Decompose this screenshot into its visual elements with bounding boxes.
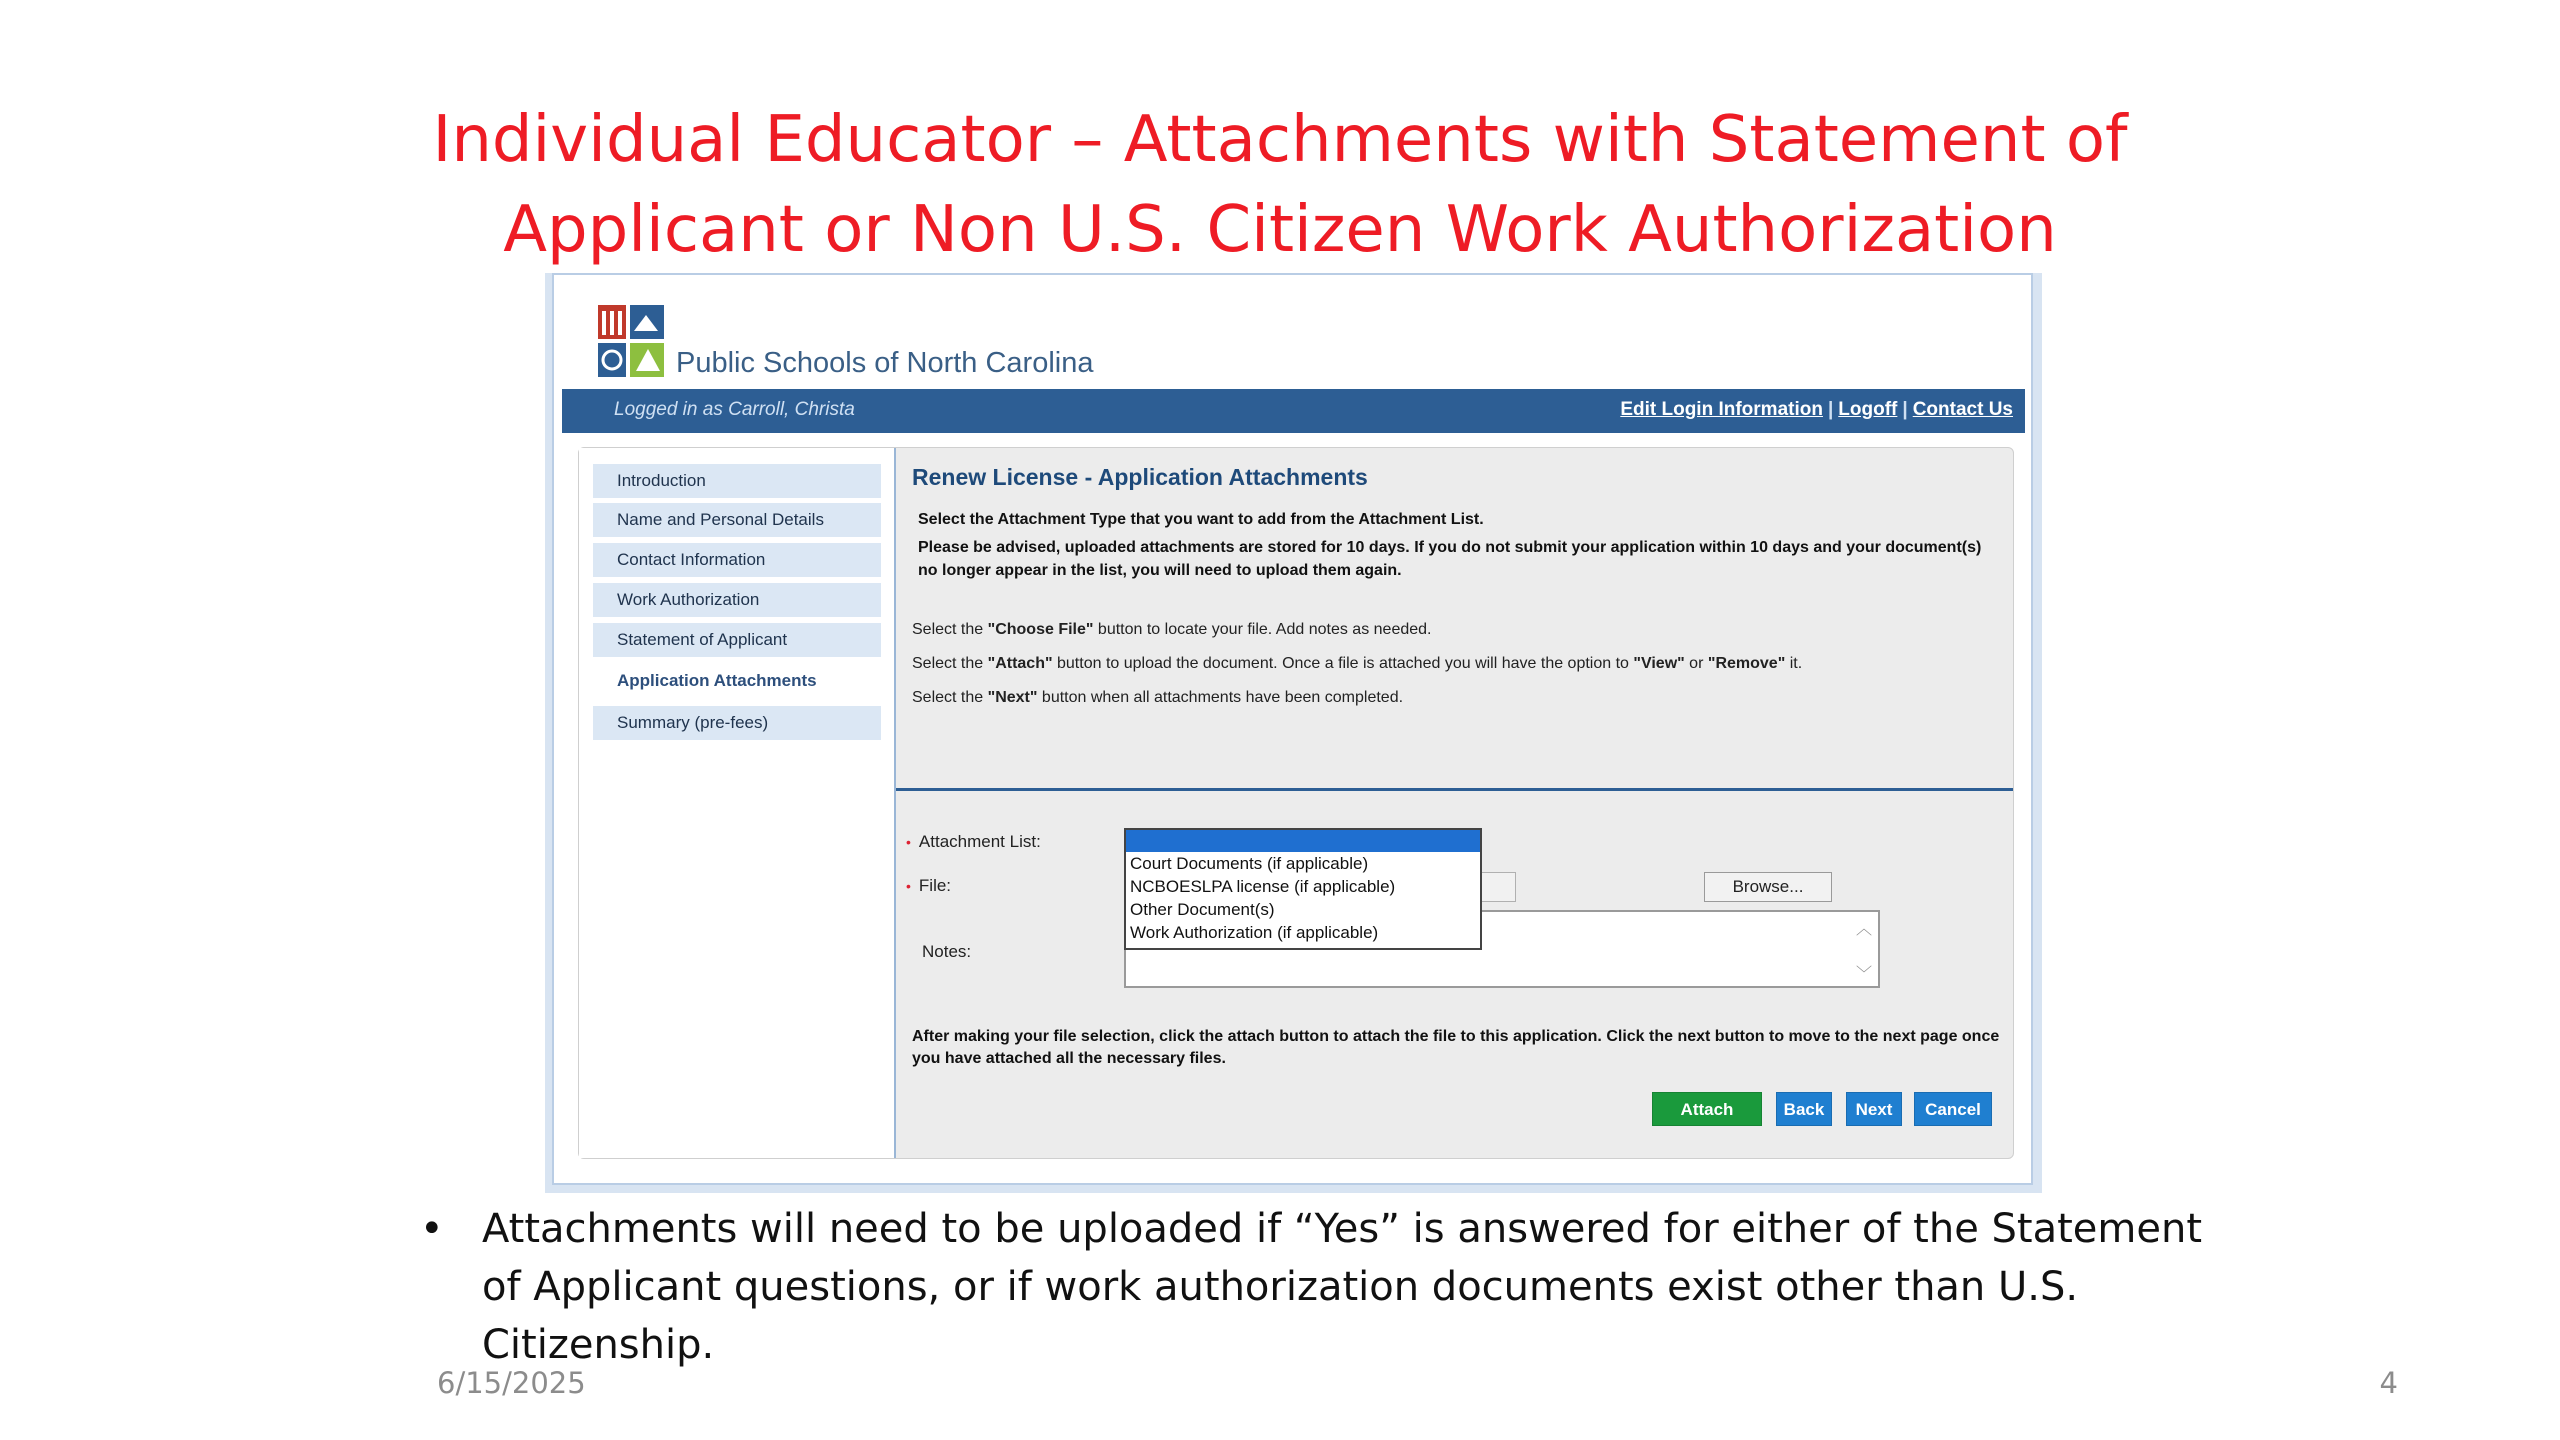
- top-links: [1620, 399, 2013, 421]
- instruction-next: Select the "Next" button when all attachments have been completed.: [912, 689, 1404, 706]
- intro-text-2: Please be advised, uploaded attachments are stored for 10 days. If you do not submit your application within 10 days and your document(s) no longer appear in the list, you will need to upload them again.: [918, 539, 1982, 579]
- attach-button[interactable]: Attach: [1652, 1092, 1762, 1126]
- instruction-choose-file: Select the "Choose File" button to locate your file. Add notes as needed.: [912, 621, 1432, 638]
- sidebar-item-introduction[interactable]: Introduction: [593, 464, 881, 498]
- slide-title-line-1: Individual Educator – Attachments with Statement of: [432, 103, 2128, 177]
- dpi-logo-icon: [596, 301, 671, 381]
- dropdown-option[interactable]: Court Documents (if applicable): [1130, 854, 1369, 873]
- logged-in-text: Logged in as Carroll, Christa: [614, 399, 855, 420]
- scroll-up-icon[interactable]: ︿: [1855, 921, 1872, 938]
- file-label: • File:: [906, 876, 952, 895]
- sidebar-item-summary[interactable]: Summary (pre-fees): [593, 706, 881, 740]
- section-divider: [896, 788, 2013, 791]
- attachment-list-dropdown[interactable]: [1124, 828, 1482, 950]
- browse-button[interactable]: Browse...: [1704, 872, 1832, 902]
- sidebar-item-contact-information[interactable]: Contact Information: [593, 543, 881, 577]
- sidebar-item-name-personal-details[interactable]: Name and Personal Details: [593, 503, 881, 537]
- attachment-list-label: • Attachment List:: [906, 832, 1041, 851]
- link-separator: |: [1902, 399, 1908, 420]
- footer-date: 6/15/2025: [437, 1366, 586, 1400]
- cancel-button[interactable]: Cancel: [1914, 1092, 1992, 1126]
- bullet-text: Attachments will need to be uploaded if “Yes” is answered for either of the Statement of Applicant questions, or if work authorization documents exist other than U.S. Citizenship.: [482, 1206, 2202, 1368]
- application-window: [552, 273, 2033, 1185]
- notes-label: Notes:: [922, 942, 972, 961]
- dropdown-selected-option[interactable]: [1126, 830, 1480, 852]
- main-panel: [578, 447, 2014, 1159]
- page-number: 4: [2379, 1366, 2398, 1400]
- instruction-attach: Select the "Attach" button to upload the document. Once a file is attached you will have the option to "View" or "Remove" it.: [912, 655, 1803, 672]
- required-marker: •: [906, 834, 911, 850]
- required-marker: •: [906, 878, 911, 894]
- scroll-down-icon[interactable]: ﹀: [1855, 966, 1872, 983]
- dropdown-option[interactable]: Work Authorization (if applicable): [1130, 923, 1379, 942]
- screenshot-frame: [545, 273, 2042, 1193]
- next-button[interactable]: Next: [1846, 1092, 1902, 1126]
- logoff-link[interactable]: Logoff: [1838, 399, 1898, 420]
- intro-text-1: Select the Attachment Type that you want to add from the Attachment List.: [918, 511, 1484, 528]
- after-selection-text: After making your file selection, click the attach button to attach the file to this application. Click the next button to move to the next page once you have attached all the necessary files.: [912, 1028, 2000, 1067]
- dropdown-option[interactable]: Other Document(s): [1130, 900, 1275, 919]
- slide-title: [300, 95, 2260, 275]
- contact-us-link[interactable]: Contact Us: [1912, 399, 2013, 420]
- link-separator: |: [1827, 399, 1834, 420]
- logo-text: Public Schools of North Carolina: [676, 347, 1094, 379]
- slide-title-line-2: Applicant or Non U.S. Citizen Work Authorization: [503, 193, 2057, 267]
- dropdown-option[interactable]: NCBOESLPA license (if applicable): [1130, 877, 1396, 896]
- content-area: [896, 448, 2013, 1158]
- edit-login-link[interactable]: Edit Login Information: [1620, 399, 1823, 420]
- page-title: Renew License - Application Attachments: [912, 464, 1368, 490]
- bullet-icon: •: [420, 1206, 444, 1252]
- sidebar: [579, 448, 896, 1158]
- back-button[interactable]: Back: [1776, 1092, 1832, 1126]
- sidebar-item-statement-of-applicant[interactable]: Statement of Applicant: [593, 623, 881, 657]
- sidebar-item-work-authorization[interactable]: Work Authorization: [593, 583, 881, 617]
- top-bar: [562, 389, 2025, 433]
- sidebar-item-application-attachments[interactable]: Application Attachments: [593, 664, 881, 698]
